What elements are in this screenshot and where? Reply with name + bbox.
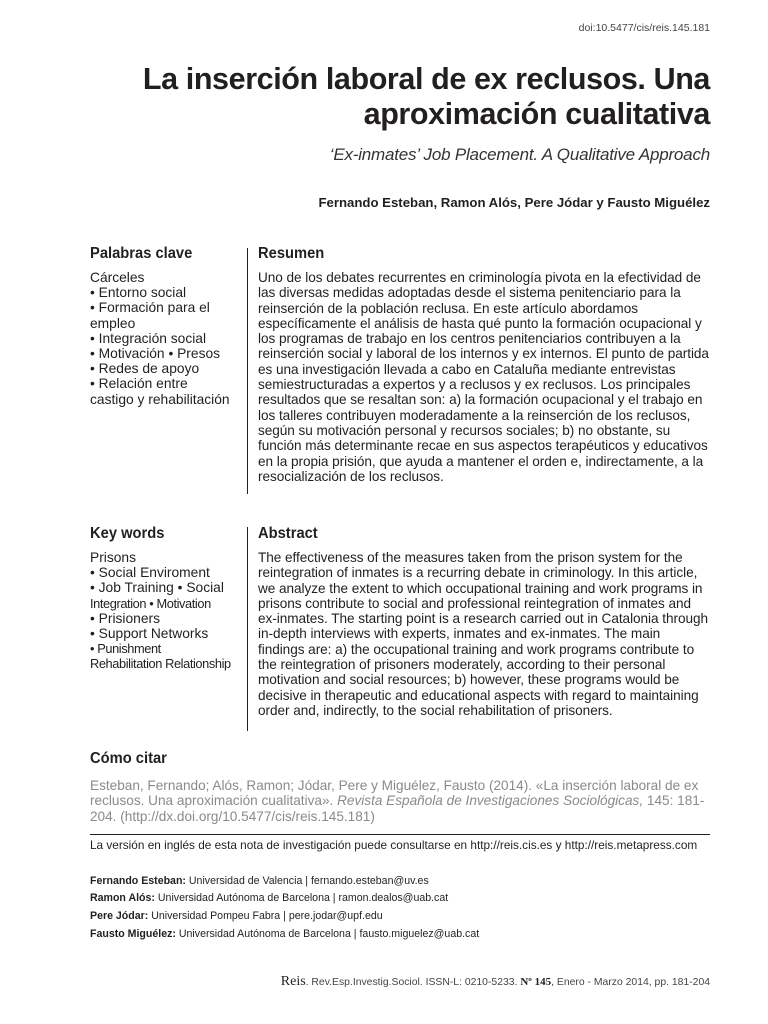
keyword-item: • Job Training • Social — [90, 580, 224, 596]
palabras-clave-heading: Palabras clave — [90, 245, 193, 262]
key-words-list — [90, 550, 238, 672]
keyword-item: Rehabilitation Relationship — [90, 656, 231, 672]
column-divider — [247, 527, 248, 731]
palabras-clave-section — [90, 245, 238, 407]
affiliation-line — [90, 910, 710, 922]
keyword-item: • Prisioners — [90, 610, 161, 626]
palabras-clave-list — [90, 270, 238, 407]
keyword-item: empleo — [90, 315, 136, 331]
english-version-note: La versión en inglés de esta nota de investigación puede consultarse en http://reis.cis.es y http://reis.metapress.com — [90, 838, 698, 852]
keyword-item: castigo y rehabilitación — [90, 391, 230, 407]
title-line-1: La inserción laboral de ex reclusos. Una — [142, 62, 710, 96]
keyword-item: • Social Enviroment — [90, 565, 210, 581]
como-citar-heading: Cómo citar — [90, 750, 167, 767]
resumen-section — [258, 245, 710, 484]
affiliation-author: Ramon Alós: — [90, 892, 155, 904]
citation-journal: Revista Española de Investigaciones Sociológicas, — [337, 793, 644, 809]
column-divider — [247, 248, 248, 494]
page-title — [110, 62, 710, 132]
keyword-item: • Support Networks — [90, 626, 209, 642]
footer-issn: . Rev.Esp.Investig.Sociol. ISSN-L: 0210-5233. — [305, 977, 521, 988]
affiliation-detail: Universidad Autónoma de Barcelona | ramon.dealos@uab.cat — [154, 892, 449, 904]
section-divider — [90, 834, 710, 835]
keyword-item: • Formación para el — [90, 300, 210, 316]
affiliation-line — [90, 875, 710, 887]
doi-label: doi:10.5477/cis/reis.145.181 — [578, 22, 710, 34]
authors-line: Fernando Esteban, Ramon Alós, Pere Jódar y Fausto Miguélez — [318, 195, 710, 210]
key-words-section — [90, 525, 238, 672]
citation-authors: Esteban, Fernando; Alós, Ramon; Jódar, Pere y Miguélez, Fausto (2014). «La inserción laboral de ex reclusos. Una aproximación cualitativa». — [90, 778, 699, 809]
journal-logo-text: Reis — [280, 974, 306, 989]
affiliation-line — [90, 892, 710, 904]
english-subtitle: ‘Ex-inmates’ Job Placement. A Qualitative Approach — [329, 145, 710, 164]
footer-issue-number: Nº 145 — [520, 976, 552, 988]
affiliation-author: Pere Jódar: — [90, 910, 149, 922]
keyword-item: Prisons — [90, 550, 137, 565]
affiliation-detail: Universidad Pompeu Fabra | pere.jodar@upf.edu — [148, 910, 383, 922]
affiliation-author: Fausto Miguélez: — [90, 928, 176, 940]
abstract-heading: Abstract — [258, 525, 318, 542]
keyword-item: Cárceles — [90, 270, 145, 285]
affiliation-detail: Universidad de Valencia | fernando.esteban@uv.es — [185, 875, 429, 887]
keyword-item: • Motivación • Presos — [90, 346, 221, 362]
key-words-heading: Key words — [90, 525, 165, 542]
journal-footer — [281, 974, 710, 990]
keyword-item: • Entorno social — [90, 285, 187, 301]
keyword-item: • Integración social — [90, 330, 207, 346]
keyword-item: Integration • Motivation — [90, 595, 211, 611]
citation-doi: 145: 181-204. (http://dx.doi.org/10.5477/cis/reis.145.181) — [90, 793, 705, 824]
citation-text — [90, 778, 712, 824]
title-line-2: aproximación cualitativa — [363, 97, 710, 131]
keyword-item: • Relación entre — [90, 376, 188, 392]
affiliation-line — [90, 928, 710, 940]
abstract-text: The effectiveness of the measures taken from the prison system for the reintegration of inmates is a recurring debate in criminology. In this article, we analyze the extent to which occupational training and work programs in prisons contribute to social and professional reintegration of inmates and ex-inmates. The starting point is a research carried out in Catalonia through in-depth interviews with experts, inmates and ex-inmates. The main findings are: a) the occupational training and work programs contribute to the reintegration of prisoners moderately, according to their personal motivation and social resources; b) however, these programs would be decisive in therapeutic and educational aspects with regard to maintaining order and, indirectly, to the social rehabilitation of prisoners. — [258, 550, 709, 718]
abstract-section — [258, 525, 710, 718]
keyword-item: • Redes de apoyo — [90, 361, 200, 377]
resumen-heading: Resumen — [258, 245, 325, 262]
footer-date-pages: , Enero - Marzo 2014, pp. 181-204 — [551, 977, 710, 988]
affiliation-detail: Universidad Autónoma de Barcelona | fausto.miguelez@uab.cat — [175, 928, 480, 940]
affiliation-author: Fernando Esteban: — [90, 875, 186, 887]
keyword-item: • Punishment — [90, 641, 161, 657]
resumen-text: Uno de los debates recurrentes en criminología pivota en la efectividad de las diversas medidas adoptadas desde el sistema penitenciario para la reinserción de la población reclusa. En este artículo abordamos específicamente el análisis de hasta qué punto la formación ocupacional y los programas de trabajo en los centros penitenciarios contribuyen a la reinserción social y laboral de los internos y ex internos. El punto de partida es una investigación llevada a cabo en Cataluña mediante entrevistas semiestructuradas a expertos y a reclusos y ex reclusos. Los principales resultados que se resaltan son: a) la formación ocupacional y el trabajo en los talleres contribuyen moderadamente a la reinserción de los reclusos, según su motivación personal y recursos sociales; b) no obstante, su función más determinante recae en sus aspectos terapéuticos y educativos en la propia prisión, que ayuda a mantener el orden e, indirectamente, a la resocialización de los reclusos. — [258, 270, 709, 484]
